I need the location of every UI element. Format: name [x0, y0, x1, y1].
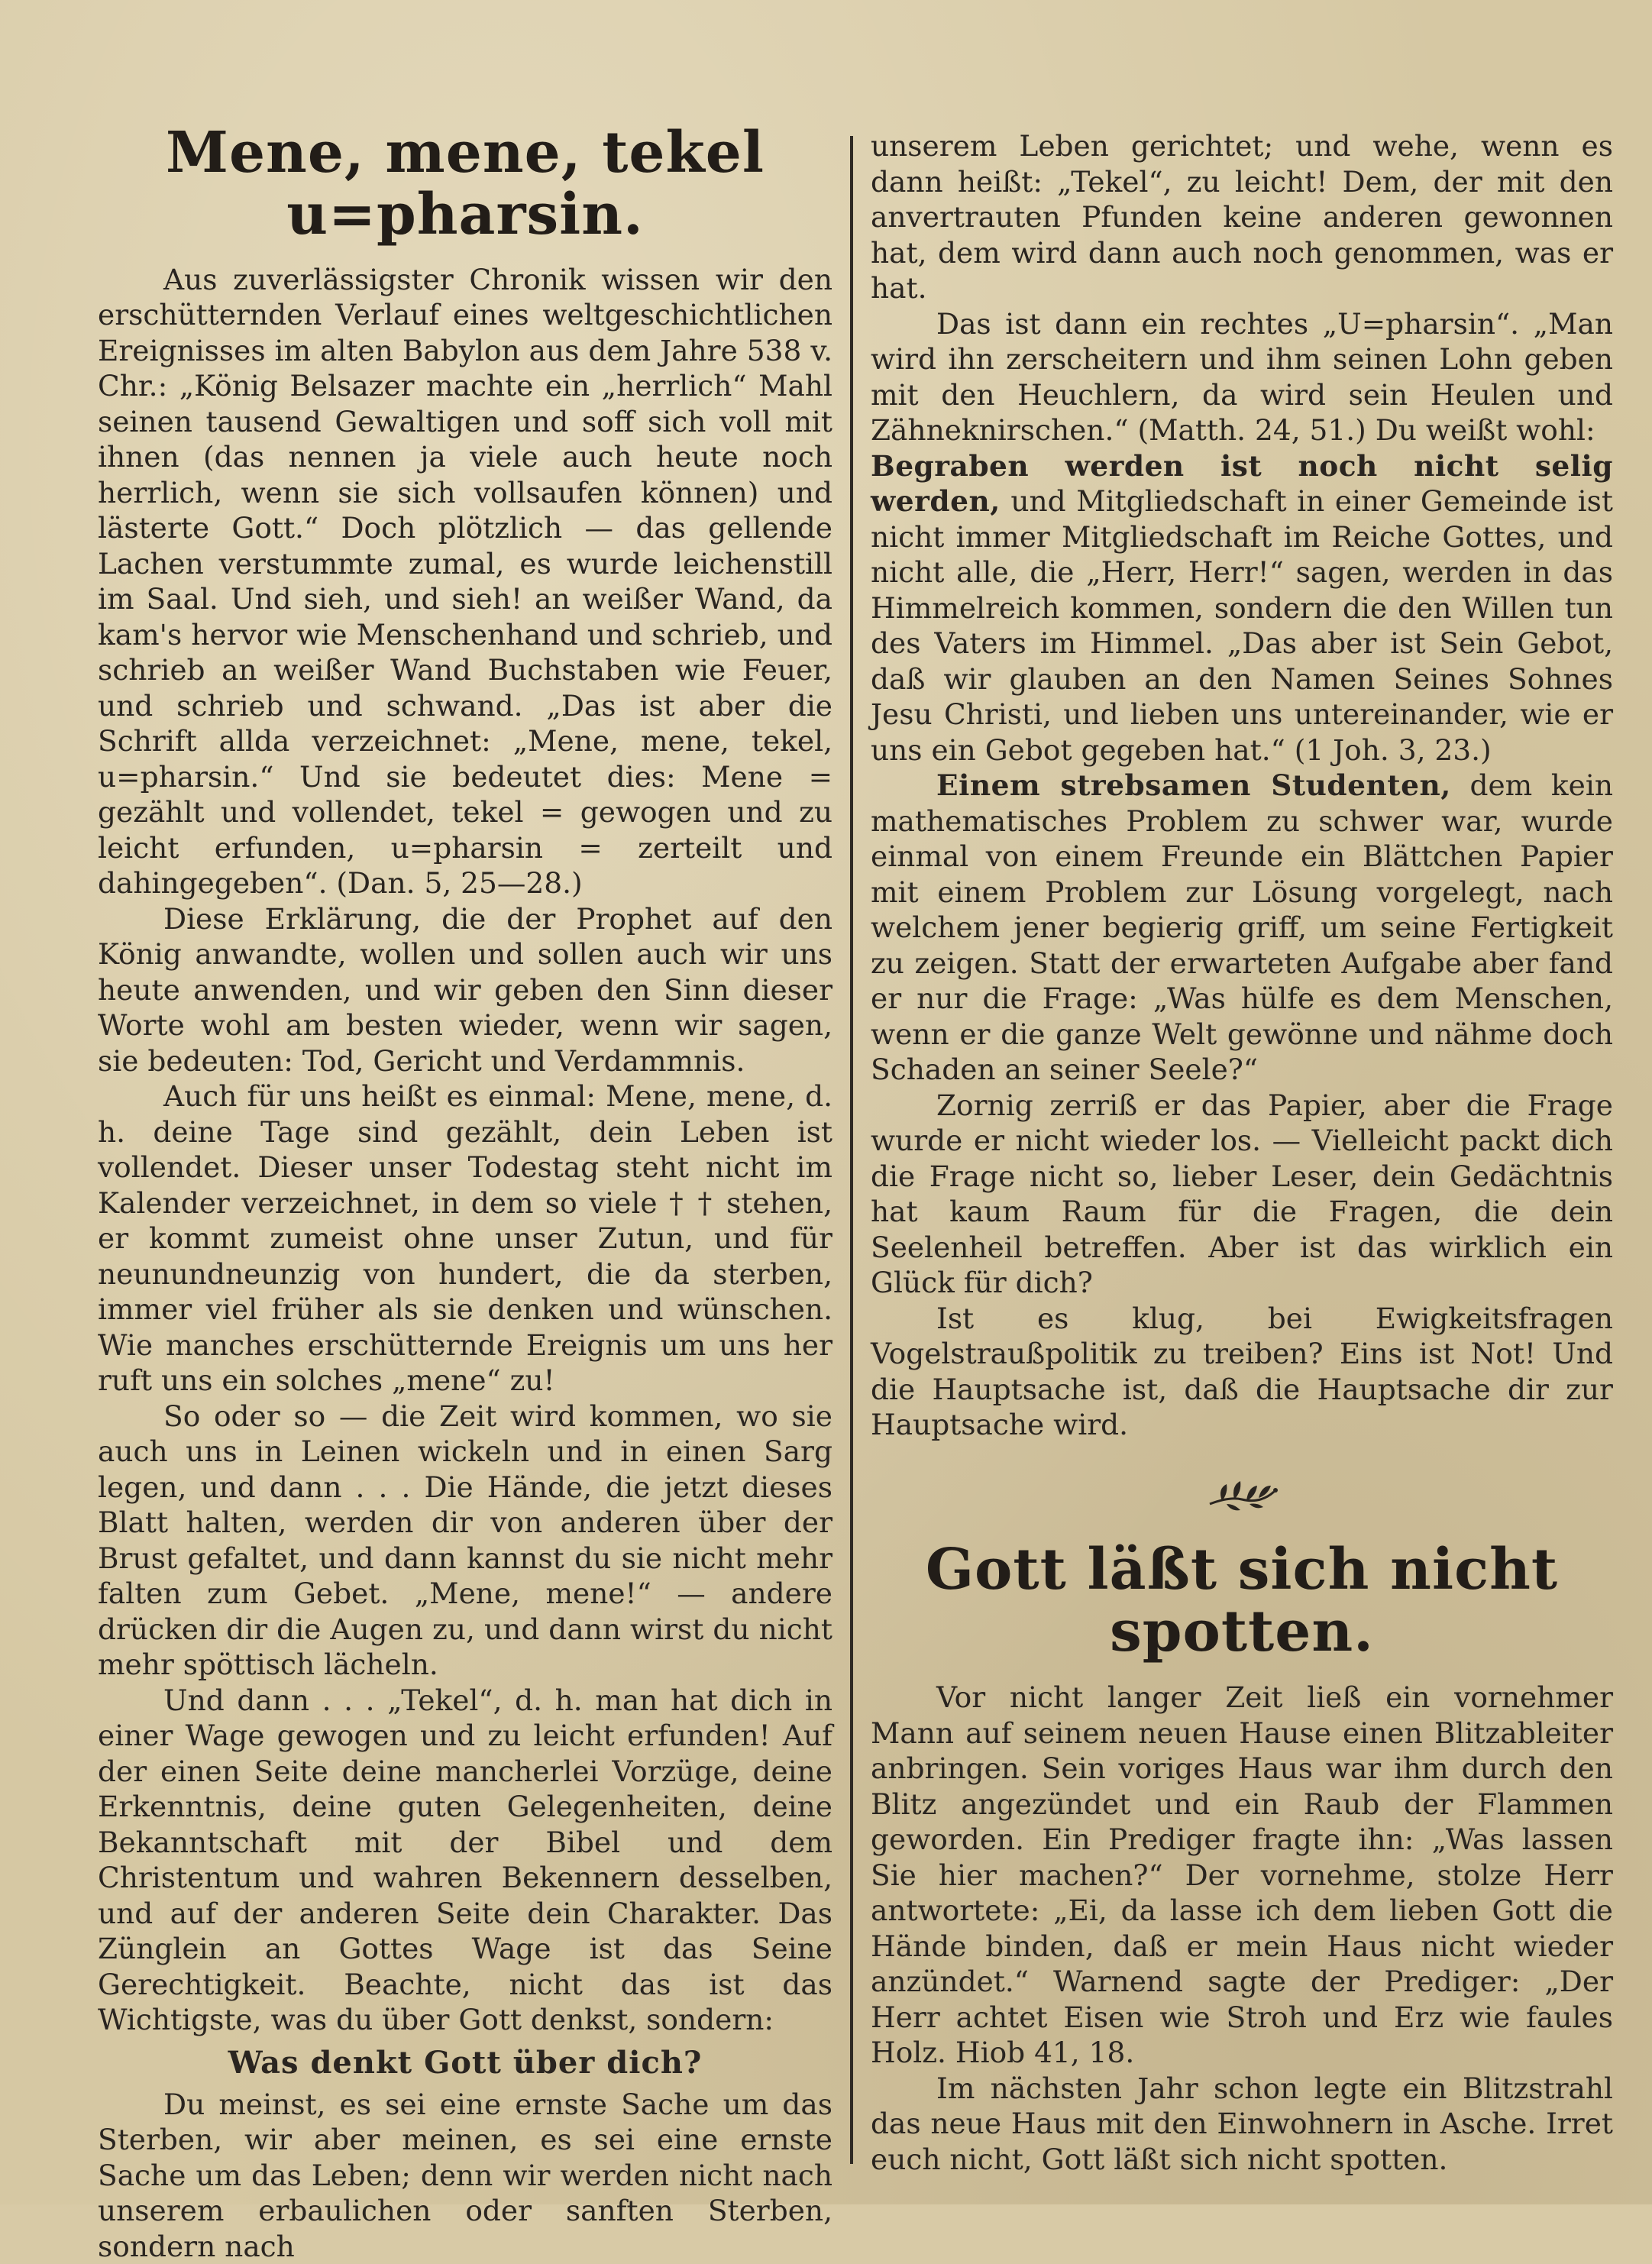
article-paragraph: Im nächsten Jahr schon legte ein Blitzstrahl das neue Haus mit den Einwohnern in Asche. Irret euch nicht, Gott läßt sich nicht spotten. — [871, 2071, 1613, 2176]
leaf-ornament-icon — [1196, 1470, 1288, 1516]
article-paragraph: Das ist dann ein rechtes „U=pharsin“. „Man wird ihn zerscheitern und ihm seinen Lohn geben mit den Heuchlern, da wird sein Heulen und Zähneknirschen.“ (Matth. 24, 51.) Du weißt wohl: — [871, 306, 1613, 447]
article-paragraph: Auch für uns heißt es einmal: Mene, mene, d. h. deine Tage sind gezählt, dein Leben ist vollendet. Dieser unser Todestag steht nicht im Kalender verzeichnet, in dem so viele † † stehen, er kommt zumeist ohne unser Zutun, und für neunundneunzig von hundert, die da sterben, immer viel früher als sie denken und wünschen. Wie manches erschütternde Ereignis um uns her ruft uns ein solches „mene“ zu! — [98, 1079, 832, 1398]
article-paragraph: Ist es klug, bei Ewigkeitsfragen Vogelstraußpolitik zu treiben? Eins ist Not! Und die Hauptsache ist, daß die Hauptsache dir zur Hauptsache wird. — [871, 1301, 1613, 1441]
column-divider — [850, 136, 853, 2164]
article-paragraph: unserem Leben gerichtet; und wehe, wenn es dann heißt: „Tekel“, zu leicht! Dem, der mit den anvertrauten Pfunden keine anderen gewonnen hat, dem wird dann auch noch genommen, was er hat. — [871, 129, 1613, 305]
article-title-gott: Gott läßt sich nicht spotten. — [925, 1536, 1559, 1664]
subheading-was-denkt-gott: Was denkt Gott über dich? — [228, 2044, 703, 2081]
article-paragraph: Vor nicht langer Zeit ließ ein vornehmer Mann auf seinem neuen Hause einen Blitzableiter anbringen. Sein voriges Haus war ihm durch den Blitz angezündet und ein Raub der Flammen geworden. Ein Prediger fragte ihn: „Was lassen Sie hier machen?“ Der vornehme, stolze Herr antwortete: „Ei, da lasse ich dem lieben Gott die Hände binden, daß er mein Haus nicht wieder anzündet.“ Warnend sagte der Prediger: „Der Herr achtet Eisen wie Stroh und Erz wie faules Holz. Hiob 41, 18. — [871, 1680, 1613, 2070]
article-title-mene: Mene, mene, tekel u=pharsin. — [166, 120, 765, 248]
article-paragraph: Diese Erklärung, die der Prophet auf den König anwandte, wollen und sollen auch wir uns heute anwenden, und wir geben den Sinn dieser Worte wohl am besten wieder, wenn wir sagen, sie bedeuten: Tod, Gericht und Verdammnis. — [98, 901, 832, 1078]
article-paragraph: Aus zuverlässigster Chronik wissen wir den erschütternden Verlauf eines weltgeschichtlichen Ereignisses im alten Babylon aus dem Jahre 538 v. Chr.: „König Belsazer machte ein „herrlich“ Mahl seinen tausend Gewaltigen und soff sich voll mit ihnen (das nennen ja viele auch heute noch herrlich, wenn sie sich vollsaufen können) und lästerte Gott.“ Doch plötzlich — das gellende Lachen verstummte zumal, es wurde leichenstill im Saal. Und sieh, und sieh! an weißer Wand, da kam's hervor wie Menschenhand und schrieb, und schrieb an weißer Wand Buchstaben wie Feuer, und schrieb und schwand. „Das ist aber die Schrift allda verzeichnet: „Mene, mene, tekel, u=pharsin.“ Und sie bedeutet dies: Mene = gezählt und vollendet, tekel = gewogen und zu leicht erfunden, u=pharsin = zerteilt und dahingegeben“. (Dan. 5, 25—28.) — [98, 262, 832, 901]
article-paragraph — [871, 768, 1613, 1088]
paragraph-text: und Mitgliedschaft in einer Gemeinde ist nicht immer Mitgliedschaft im Reiche Gottes, und nicht alle, die „Herr, Herr!“ sagen, werden in das Himmelreich kommen, sondern die den Willen tun des Vaters im Himmel. „Das aber ist Sein Gebot, daß wir glauben an den Namen Seines Sohnes Jesu Christi, und lieben uns untereinander, wie er uns ein Gebot gegeben hat.“ (1 Joh. 3, 23.) — [871, 484, 1613, 767]
left-column — [98, 122, 832, 2264]
article-paragraph: So oder so — die Zeit wird kommen, wo sie auch uns in Leinen wickeln und in einen Sarg legen, und dann . . . Die Hände, die jetzt dieses Blatt halten, werden dir von anderen über der Brust gefaltet, und dann kannst du sie nicht mehr falten zum Gebet. „Mene, mene!“ — andere drücken dir die Augen zu, und dann wirst du nicht mehr spöttisch lächeln. — [98, 1399, 832, 1682]
article-paragraph: Zornig zerriß er das Papier, aber die Frage wurde er nicht wieder los. — Vielleicht packt dich die Frage nicht so, lieber Leser, dein Gedächtnis hat kaum Raum für die Fragen, die dein Seelenheil betreffen. Aber ist das wirklich ein Glück für dich? — [871, 1088, 1613, 1299]
bold-lead-begraben: Begraben werden ist noch nicht selig werden, — [871, 448, 1613, 518]
article-paragraph: Du meinst, es sei eine ernste Sache um das Sterben, wir aber meinen, es sei eine ernste Sache um das Leben; denn wir werden nicht nach unserem erbaulichen oder sanften Sterben, sondern nach — [98, 2087, 832, 2263]
article-paragraph — [871, 448, 1613, 768]
right-column — [871, 128, 1613, 2177]
article-paragraph: Und dann . . . „Tekel“, d. h. man hat dich in einer Wage gewogen und zu leicht erfunden! Auf der einen Seite deine mancherlei Vorzüge, deine Erkenntnis, deine guten Gelegenheiten, deine Bekanntschaft mit der Bibel und dem Christentum und wahren Bekennern desselben, und auf der anderen Seite dein Charakter. Das Zünglein an Gottes Wage ist das Seine Gerechtigkeit. Beachte, nicht das ist das Wichtigste, was du über Gott denkst, sondern: — [98, 1683, 832, 2037]
bold-lead-studenten: Einem strebsamen Studenten, — [936, 768, 1451, 802]
paragraph-text: dem kein mathematisches Problem zu schwer war, wurde einmal von einem Freunde ein Blättchen Papier mit einem Problem zur Lösung vorgelegt, nach welchem jener begierig griff, um seine Fertigkeit zu zeigen. Statt der erwarteten Aufgabe aber fand er nur die Frage: „Was hülfe es dem Menschen, wenn er die ganze Welt gewönne und nähme doch Schaden an seiner Seele?“ — [871, 768, 1613, 1086]
